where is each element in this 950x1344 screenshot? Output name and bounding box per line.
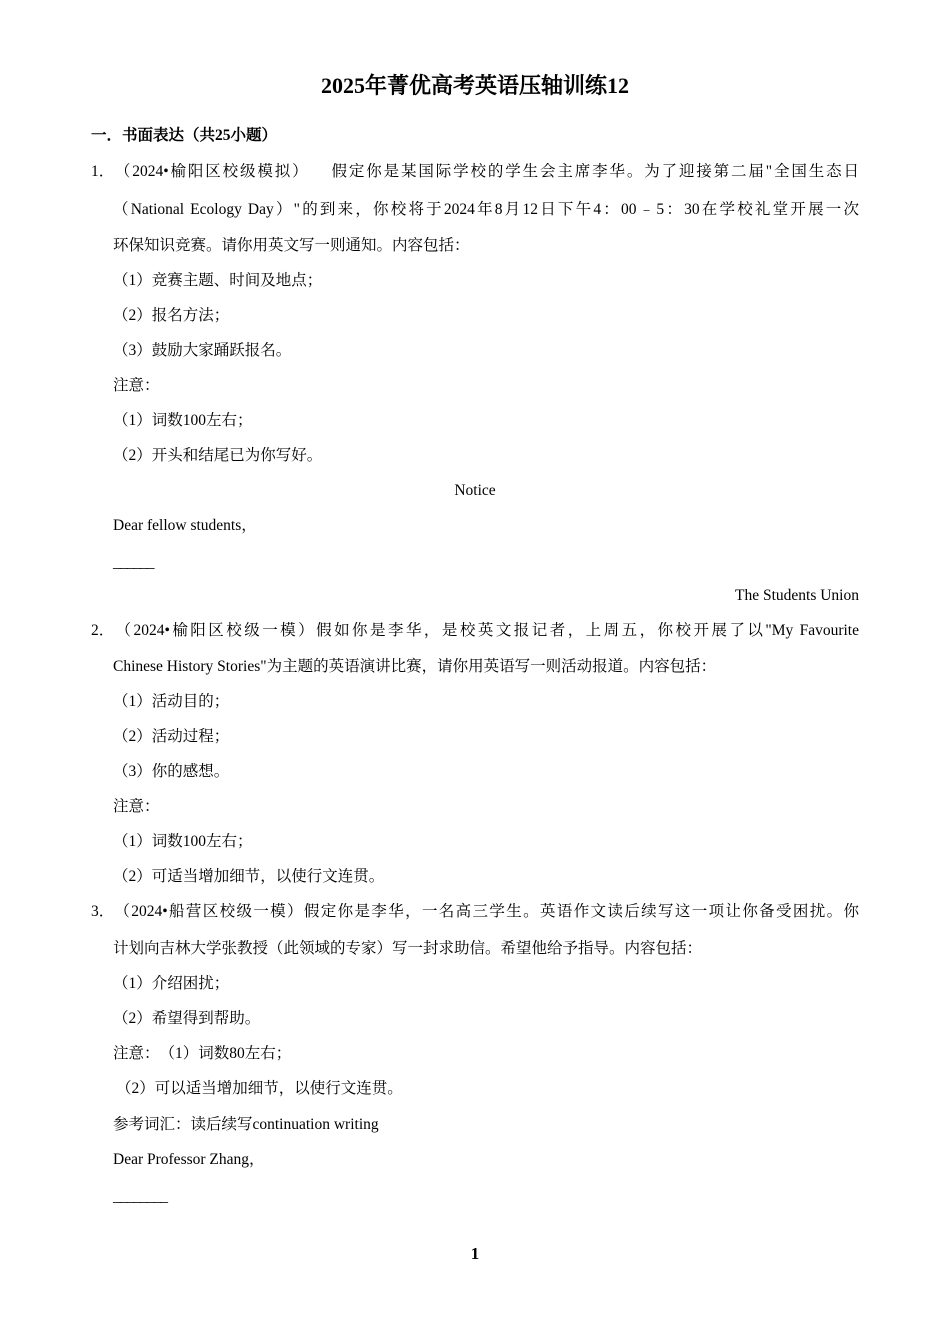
question-3-note: 注意： （1）词数80左右； <box>113 1045 292 1062</box>
question-3-greeting: Dear Professor Zhang， <box>113 1151 265 1168</box>
question-2-note-label: 注意： <box>113 798 160 815</box>
question-1-signature: The Students Union <box>735 587 859 604</box>
question-1-item-2: （2）报名方法； <box>113 307 230 324</box>
question-1-text: 假定你是某国际学校的学生会主席李华。为了迎接第二届"全国生态日 <box>331 163 859 180</box>
question-1-item-1: （1）竞赛主题、时间及地点； <box>113 272 323 289</box>
question-1-line-2: （National Ecology Day）"的到来，你校将于2024年8月12日下午4：00﹣5：30在学校礼堂开展一次 <box>113 201 859 218</box>
question-1-answer-blank: ______ <box>113 554 154 571</box>
question-1-greeting: Dear fellow students， <box>113 517 257 534</box>
question-2-line-2: Chinese History Stories"为主题的英语演讲比赛，请你用英语写一则活动报道。内容包括： <box>113 658 717 675</box>
question-2-line-1 <box>91 619 859 643</box>
question-3-item-1: （1）介绍困扰； <box>113 975 230 992</box>
question-2-item-1: （1）活动目的； <box>113 693 230 710</box>
question-1-note-2: （2）开头和结尾已为你写好。 <box>113 447 323 464</box>
question-1-note-label: 注意： <box>113 377 160 394</box>
question-1-line-3: 环保知识竞赛。请你用英文写一则通知。内容包括： <box>113 237 470 254</box>
question-1-note-1: （1）词数100左右； <box>113 412 253 429</box>
question-3-vocab: 参考词汇：读后续写continuation writing <box>113 1116 379 1133</box>
question-2-number: 2． <box>91 622 115 639</box>
question-3-number: 3． <box>91 903 115 920</box>
page-title: 2025年菁优高考英语压轴训练12 <box>320 73 629 98</box>
question-3-text: （2024•船营区校级一模）假定你是李华，一名高三学生。英语作文读后续写这一项让你备受困扰。你 <box>113 903 859 920</box>
question-3-item-2: （2）希望得到帮助。 <box>113 1010 261 1027</box>
question-3-note-2: （2）可以适当增加细节，以使行文连贯。 <box>116 1080 403 1097</box>
question-3-line-1 <box>91 900 859 924</box>
question-2-item-3: （3）你的感想。 <box>113 763 230 780</box>
question-3-answer-blank: ________ <box>113 1188 167 1205</box>
question-1-source: （2024•榆阳区校级模拟） <box>113 163 310 180</box>
question-2-note-2: （2）可适当增加细节，以使行文连贯。 <box>113 868 385 885</box>
question-2-note-1: （1）词数100左右； <box>113 833 253 850</box>
question-2-text: （2024•榆阳区校级一模）假如你是李华，是校英文报记者，上周五，你校开展了以"My Favourite <box>113 622 859 639</box>
page-number: 1 <box>470 1244 480 1263</box>
question-2-item-2: （2）活动过程； <box>113 728 230 745</box>
question-3-line-2: 计划向吉林大学张教授（此领域的专家）写一封求助信。希望他给予指导。内容包括： <box>113 940 703 957</box>
section-heading: 一．书面表达（共25小题） <box>91 127 278 144</box>
question-1-item-3: （3）鼓励大家踊跃报名。 <box>113 342 292 359</box>
question-1-line-1 <box>91 160 859 184</box>
question-1-notice-heading: Notice <box>454 482 496 499</box>
question-1-number: 1． <box>91 163 115 180</box>
